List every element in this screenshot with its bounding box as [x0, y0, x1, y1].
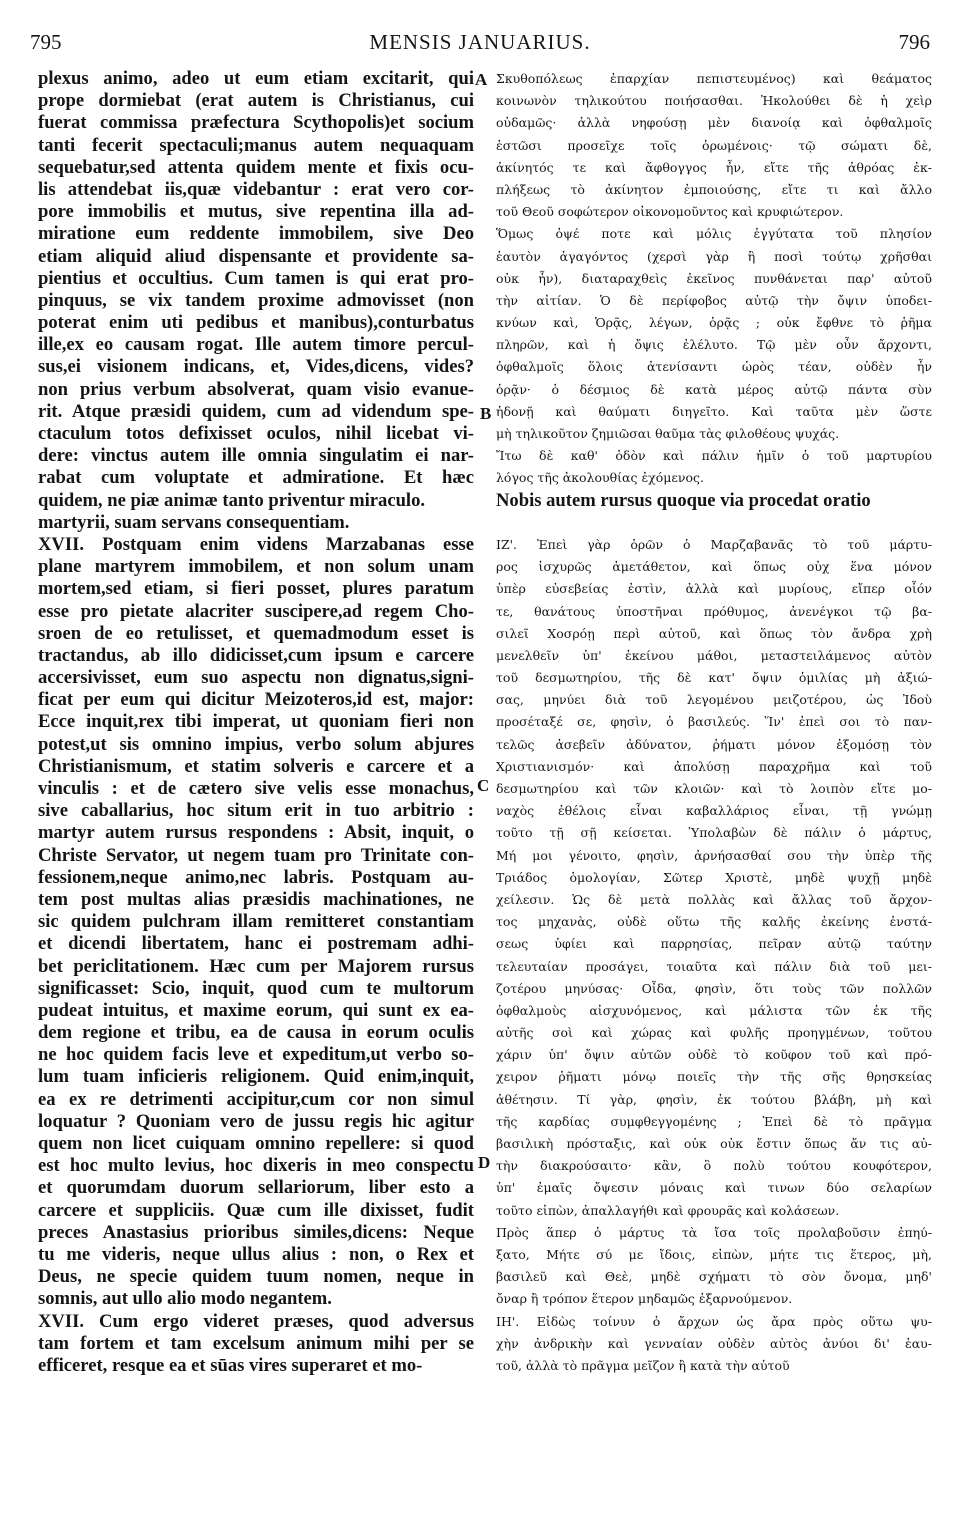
greek-text-line: τοῦ Θεοῦ σοφώτερον οἰκονομοῦντος καὶ κρυφιώτερον. [496, 204, 844, 220]
running-header [30, 30, 930, 60]
section-marker-b: B [480, 404, 492, 423]
section-marker-c: C [477, 776, 490, 795]
latin-text-line: esse pro pietate alacriter suscipere,ad regem Cho- [38, 600, 474, 622]
greek-text-line: Τριάδος ὁμολογίαν, Σῶτερ Χριστὲ, μηδὲ ψυχῇ μηδὲ [496, 869, 932, 885]
greek-text-line: ρος ἰσχυρῶς ἀμετάθετον, καὶ ὅπως οὐχ ἕνα μόνον [496, 559, 932, 575]
greek-text-line: αὐτῆς σοὶ καὶ χώρας καὶ φυλῆς προηγμένων, τοῦτου [496, 1025, 932, 1041]
greek-text-line: τοῦτο εἰπὼν, ἀπαλλαγήθι καὶ φρουρᾶς καὶ κολάσεων. [496, 1202, 840, 1218]
running-title: MENSIS JANUARIUS. [369, 30, 591, 54]
latin-text-line: sequebatur,sed attenta quidem mente et fixis ocu- [38, 156, 474, 178]
latin-text-line: efficeret, resque ea et sūas vires superaret et mo- [38, 1354, 423, 1376]
latin-text-line: ctaculum totos defixisset oculos, nihil licebat vi- [38, 423, 474, 444]
greek-text-line: Nobis autem rursus quoque via procedat oratio [496, 489, 871, 511]
latin-text-line: dem regione et tribu, ea de causa in eorum oculis [38, 1022, 474, 1044]
page-number-left: 795 [30, 30, 62, 54]
greek-text-line: ἀκίνητός τε καὶ ἄφθογγος ἦν, εἴτε τῆς ἀθρόας ἐκ- [496, 159, 932, 175]
latin-text-line: significasset: Scio, inquit, quod cum te multorum [38, 977, 474, 999]
latin-text-line: miratione eum reddente immobilem, sive Deo [38, 223, 474, 245]
section-marker-a: A [475, 70, 488, 89]
latin-text-line: non prius verbum absolverat, quam visio evanue- [38, 378, 474, 400]
greek-text-line: ἑστῶσι προσεῖχε τοῖς ὁρωμένοις· τῷ σώματι δὲ, [496, 137, 932, 153]
greek-text-line: λόγος τῆς ἀκολουθίας ἐχόμενος. [496, 470, 704, 486]
section-marker-d: D [478, 1153, 491, 1172]
greek-text-line: ὄναρ ἢ τρόπον ἕτερον μηδαμῶς ἐξαρνούμενον. [496, 1291, 793, 1307]
greek-text-line: μενελθεῖν ὑπ' ἐκείνου μάθοι, μεταστειλάμενος αὐτὸν [496, 647, 932, 663]
latin-text-line: martyrii, suam servans consequentiam. [38, 511, 350, 533]
greek-text-line: χάριν ὑπ' ὄψιν αὐτῶν οὐδὲ τὸ κοῦφον τοῦ καὶ πρό- [496, 1047, 932, 1063]
greek-text-line: ΙΖ'. Ἐπεὶ γὰρ ὁρῶν ὁ Μαρζαβανᾶς τὸ τοῦ μάρτυ- [496, 536, 932, 552]
greek-text-line: σεως ὑφίει καὶ παρρησίας, πεῖραν αὐτῷ ταύτην [496, 936, 932, 952]
greek-text-line: Ἴτω δὲ καθ' ὁδὸν καὶ πάλιν ἡμῖν ὁ τοῦ μαρτυρίου [496, 448, 932, 464]
greek-text-line: Σκυθοπόλεως ἐπαρχίαν πεπιστευμένος) καὶ θεάματος [496, 71, 932, 86]
latin-text-line: rit. Atque præsidi quidem, cum ad videndum spe- [38, 400, 474, 422]
greek-text-line: ὀφθαλμοὺς αἰσχυνόμενος, καὶ μάλιστα τῶν ἐκ τῆς [496, 1002, 932, 1018]
latin-text-line: quidem, ne piæ animæ tanto priventur miraculo. [38, 489, 426, 511]
latin-text-line: poterat enim uti pedibus et manibus),conturbatus [38, 312, 474, 334]
latin-text-line: tam fortem et tam excelsum animum mihi per se [38, 1332, 474, 1354]
greek-text-line: κνύων καὶ, Ὁρᾷς, λέγων, ὁρᾷς ; οὐκ ἔφθνε τὸ ῥῆμα [496, 315, 932, 331]
latin-text-line: lum tuam inficieris religionem. Quid enim,inquit, [38, 1066, 474, 1088]
latin-text-line: XVII. Cum ergo videret præses, quod adversus [38, 1310, 474, 1332]
greek-text-line: οὐκ ἦν), διαταραχθεὶς ἐκεῖνος πυνθάνεται παρ' αὐτοῦ [496, 270, 932, 286]
greek-text-line: κοινωνὸν τηλικούτου ποιήσασθαι. Ἠκολούθει δὲ ἡ χεὶρ [496, 93, 932, 109]
latin-text-line: fuerat commissa præfectura Scythopolis)et socium [38, 112, 474, 134]
latin-text-line: Ecce inquit,rex tibi imperat, ut quoniam fieri non [38, 711, 474, 733]
latin-text-line: pudeat intuitus, et maxime eorum, qui sunt ex ea- [38, 999, 474, 1021]
greek-text-line: βασιλικὴ πρόσταξις, καὶ οὐκ οὐκ ἔστιν ὅπως ἄν τις αὐ- [496, 1136, 932, 1151]
latin-text-line: rabat cum voluptate et admiratione. Et hæc [38, 467, 474, 489]
greek-text-line: ὀφθαλμοῖς ὅλοις ἀτενίσαντι ὡρὸς τέαν, οὐδὲν ἦν [496, 359, 932, 375]
greek-text-line: ζοτέρου μηνύσας· Οἶδα, φησὶν, ὅτι τοὺς τῶν πολλῶν [496, 980, 932, 996]
greek-text-line: Χριστιανισμόν· καὶ ἀπολύσῃ παραχρῆμα καὶ τοῦ [496, 758, 932, 774]
greek-text-line: πληρῶν, καὶ ἡ ὄψις ἐλέλυτο. Τῷ μὲν οὖν ἄρχοντι, [496, 337, 932, 353]
latin-text-line: plane martyrem immobilem, et non solum unam [38, 556, 474, 578]
greek-text-line [496, 512, 932, 534]
latin-text-line: pinquus, se vix tandem proxime admovisset (non [38, 289, 474, 311]
greek-text-line: χὴν ἀνδρικὴν καὶ γενναίαν οὐδὲν αὐτὸς ἀνύοι δι' ἑαυ- [496, 1335, 932, 1351]
latin-text-line: sic quidem pulchram illam remitteret constantiam [38, 911, 474, 933]
greek-text-line: τοῦ, ἀλλὰ τὸ πρᾶγμα μεῖζον ἢ κατὰ τὴν αὐτοῦ [496, 1357, 790, 1373]
greek-text-line: βασιλεῦ καὶ Θεὲ, μηδὲ σχήματι τὸ σὸν ὄνομα, μηδ' [496, 1269, 932, 1285]
latin-text-line: quem non licet cuiquam omnino repellere: si quod [38, 1133, 474, 1154]
latin-text-line: sus,ei visionem indicans, et, Vides,dicens, vides? [38, 356, 474, 378]
latin-text-line: fessionem,neque animo,nec labris. Postquam au- [38, 866, 474, 888]
latin-text-line: loquatur ? Quoniam vero de jussu regis hic agitur [38, 1110, 474, 1132]
latin-text-line: carcere et suppliciis. Quæ cum ille dixisset, fudit [38, 1199, 474, 1221]
greek-text-line: Ὅμως ὀψέ ποτε καὶ μόλις ἐγγύτατα τοῦ πλησίον [496, 226, 932, 242]
latin-text-line: sroen de eo retulisset, et quemadmodum esset is [38, 622, 474, 644]
latin-text-line: XVII. Postquam enim videns Marzabanas esse [38, 533, 474, 555]
greek-text-line: ξατο, Μήτε σύ με ἴδοις, εἰπὼν, μήτε τις ἕτερος, μὴ, [496, 1246, 932, 1262]
latin-text-line: tu me videris, neque ullus alius : non, o Rex et [38, 1243, 474, 1265]
greek-text-line: ἡδονῇ καὶ θαύματι διηγεῖτο. Καὶ ταῦτα μὲν ὥστε [496, 403, 932, 419]
latin-column [38, 68, 474, 1377]
greek-column [496, 68, 932, 1377]
latin-text-line: ea ex re detrimenti accipitur,cum cor non simul [38, 1088, 474, 1110]
latin-text-line: mortem,sed etiam, si fieri posset, plures paratum [38, 578, 474, 600]
greek-text-line: πλήξεως τὸ ἀκίνητον ἐμποιούσης, εἴτε τι καὶ ἄλλο [496, 181, 932, 197]
latin-text-line: tem post multas alias præsidis machinationes, ne [38, 888, 474, 910]
latin-text-line: preces Anastasius prioribus similes,dicens: Neque [38, 1221, 474, 1243]
greek-text-line: σιλεῖ Χοσρόῃ περὶ αὐτοῦ, καὶ ὅπως τὸν ἄνδρα χρὴ [496, 625, 932, 641]
latin-text-line: bet periclitationem. Hæc cum per Majorem rursus [38, 955, 474, 977]
greek-text-line: ναχὸς ἐθέλοις εἶναι καβαλλάριος εἶναι, τῇ γνώμῃ [496, 803, 932, 819]
greek-text-line: δεσμωτηρίου καὶ τῶν κλοιῶν· καὶ τὸ λοιπὸν εἴτε μο- [496, 781, 932, 796]
greek-text-line: τος μηχανὰς, οὐδὲ οὕτω τῆς καλῆς ἐκείνης ἐνστά- [496, 914, 932, 930]
latin-text-line: Christe Servator, ut negem tuam pro Trinitate con- [38, 844, 474, 866]
latin-text-line: potest,ut sis omnino impius, verbo solum abjures [38, 733, 474, 755]
greek-text-line: τελευταίαν προσάγει, τοιαῦτα καὶ πάλιν διὰ τοῦ μει- [496, 958, 932, 974]
latin-text-line: dere: vinctus autem ille omnia singulatim ei nar- [38, 445, 474, 467]
latin-text-line: accersivisset, eum suo aspectu non dignatus,signi- [38, 667, 474, 689]
latin-text-line: pientius et occultius. Cum tamen is qui erat pro- [38, 267, 474, 289]
latin-text-line: ficat per eum qui dicitur Meizoteros,id est, major: [38, 689, 474, 711]
latin-text-line: Christianismum, et statim solveris e carcere et a [38, 755, 474, 777]
greek-text-line: μὴ τηλικοῦτον ζημιῶσαι θαῦμα τὰς φιλοθέους ψυχάς. [496, 426, 840, 441]
greek-text-line: Μή μοι γένοιτο, φησὶν, ἀρνήσασθαί σου τὴν ὑπὲρ τῆς [496, 847, 932, 863]
latin-text-line: pore immobilis et mutus, sive repentina illa ad- [38, 201, 474, 223]
latin-text-line: tanti fecerit spectaculi;manus autem nequaquam [38, 134, 474, 156]
greek-text-line: ὁρᾷν· ὁ δέσμιος δὲ κατὰ μέρος αὐτῷ πάντα σὺν [496, 381, 932, 397]
greek-text-line: τε, θανάτους ὑποστῆναι πρόθυμος, ἀνενέγκοι τῷ βα- [496, 603, 932, 619]
greek-text-line: ἀθέτησιν. Τί γὰρ, φησὶν, ἐκ τούτου βλάβη, μὴ καὶ [496, 1091, 932, 1107]
greek-text-line: σας, μηνύει διὰ τοῦ λεγομένου μειζοτέρου, ὡς Ἰδοὺ [496, 692, 932, 708]
latin-text-line: ne hoc quidem facis leve et expeditum,ut verbo so- [38, 1044, 474, 1066]
latin-text-line: somnis, aut ullo alio modo negantem. [38, 1288, 332, 1310]
latin-text-line: et dicendi libertatem, hanc ei postremam adhi- [38, 933, 474, 955]
page-number-right: 796 [898, 30, 930, 54]
greek-text-line: οὐδαμῶς· ἀλλὰ νηφούσῃ μὲν διανοίᾳ καὶ ὀφθαλμοῖς [496, 115, 932, 131]
latin-text-line: ille,ex eo causam rogat. Ille autem timore percul- [38, 334, 474, 356]
latin-text-line: prope dormiebat (erat autem is Christianus, cui [38, 90, 474, 112]
latin-text-line: Deus, ne specie quidem tuum nomen, neque in [38, 1266, 474, 1288]
latin-text-line: tractandus, ab illo didicisset,cum ipsum e carcere [38, 644, 474, 666]
latin-text-line: etiam aliquid aliud dispensante et providente sa- [38, 245, 474, 267]
greek-text-line: τῆς καρδίας συμφθεγγομένης ; Ἐπεὶ δὲ τὸ πρᾶγμα [496, 1113, 932, 1129]
latin-text-line: sive caballarius, hoc situm erit in tuo arbitrio : [38, 800, 474, 822]
greek-text-line: Πρὸς ἅπερ ὁ μάρτυς τὰ ἴσα τοῖς προλαβοῦσιν ἐπηύ- [496, 1224, 932, 1240]
greek-text-line: χείλεσιν. Ὡς δὲ μετὰ πολλὰς καὶ ἄλλας τοῦ ἄρχον- [496, 891, 932, 907]
greek-text-line: τοῦτο τῇ σῇ κείσεται. Ὑπολαβὼν δὲ πάλιν ὁ μάρτυς, [496, 825, 932, 841]
latin-text-line: martyr autem rursus respondens : Absit, inquit, o [38, 822, 474, 844]
greek-text-line: προσέταξέ σε, φησὶν, ὁ βασιλεύς. Ἵν' ἐπεὶ σοι τὸ παν- [496, 714, 932, 730]
greek-text-line: ἑαυτὸν ἀγαγόντος (χερσὶ γὰρ ἢ ποσὶ τούτῳ χρῆσθαι [496, 248, 932, 264]
latin-text-line: vinculis : et de cætero sive velis esse monachus, [38, 778, 474, 799]
greek-text-line: χειρον ῥῆματι μόνῳ ποιεῖς τὴν τῆς σῆς θρησκείας [496, 1069, 932, 1085]
greek-text-line: ὑπὲρ εὐσεβείας ἐστὶν, ἀλλὰ καὶ μυρίους, εἴπερ οἷόν [496, 581, 932, 597]
greek-text-line: τελῶς ἀσεβεῖν ἀδύνατον, ῥήματι μόνον ἐξομόσῃ τὸν [496, 736, 932, 752]
greek-text-line: τὴν διακρούσαιτο· κἂν, ὃ πολὺ τούτου κουφότερον, [496, 1158, 932, 1174]
latin-text-line: et quorumdam duorum sellariorum, liber esto a [38, 1177, 474, 1199]
latin-text-line: est hoc multo levius, hoc dixeris in meo conspectu [38, 1155, 474, 1177]
greek-text-line: ΙΗ'. Εἰδὼς τοίνυν ὁ ἄρχων ὡς ἄρα πρὸς οὕτω ψυ- [496, 1313, 932, 1329]
greek-text-line: τοῦ δεσμωτηρίου, τῆς δὲ κατ' ὄψιν ὁμιλίας μὴ ἀξιώ- [496, 670, 932, 686]
latin-text-line: plexus animo, adeo ut eum etiam excitarit, qui [38, 68, 474, 89]
greek-text-line: ὑπ' ἐμαῖς ὄψεσιν μόναις καὶ τινων δύο σελαρίων [496, 1180, 932, 1196]
latin-text-line: lis attendebat iis,quæ videbantur : erat vero cor- [38, 178, 474, 200]
greek-text-line: τὴν αἰτίαν. Ὁ δὲ περίφοβος αὐτῷ τὴν ὄψιν ὑποδει- [496, 292, 932, 308]
